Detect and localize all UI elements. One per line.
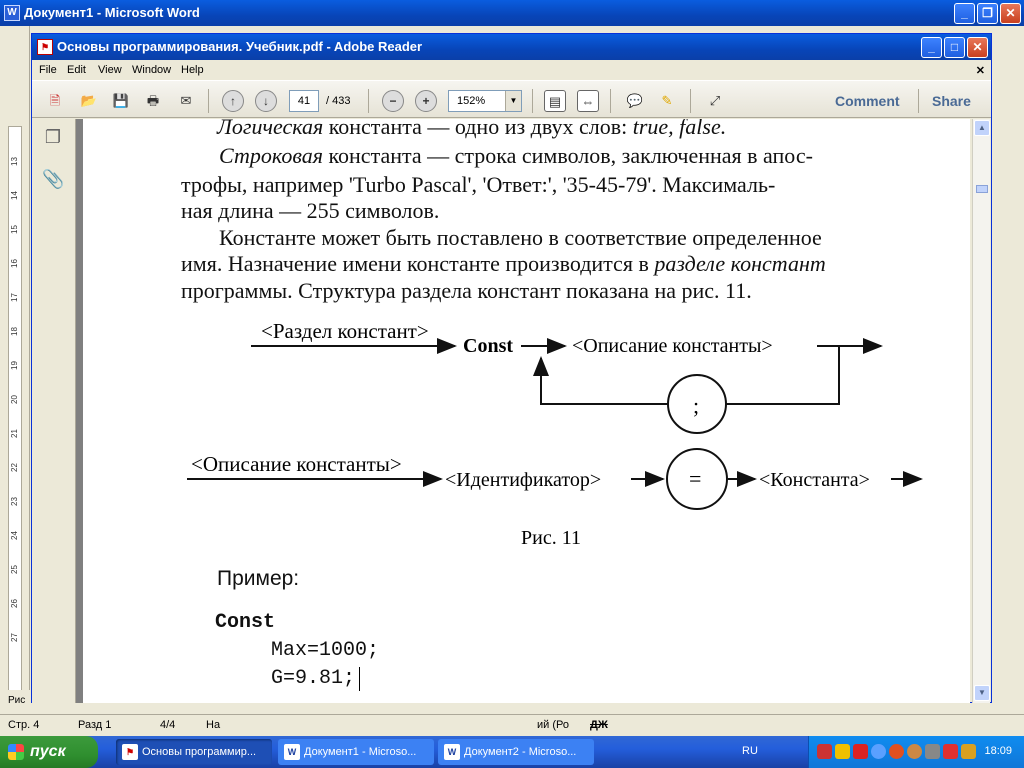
scroll-down-arrow-icon[interactable]: ▼ (974, 685, 990, 701)
start-label: пуск (30, 743, 66, 760)
language-indicator[interactable]: RU (742, 745, 758, 757)
text-line: ная длина — 255 символов. (181, 198, 440, 223)
task-label: Основы программир... (142, 746, 257, 758)
document-close-icon[interactable]: ✕ (975, 65, 985, 77)
task-label: Документ1 - Microso... (304, 746, 417, 758)
zoom-in-icon[interactable]: + (415, 90, 437, 112)
status-page: Стр. 4 (8, 719, 40, 731)
next-page-icon[interactable]: ↓ (255, 90, 277, 112)
zoom-select[interactable] (448, 90, 522, 112)
attachments-paperclip-icon[interactable]: 📎 (42, 169, 65, 189)
diagram-separator: ; (693, 393, 700, 418)
tray-app-icon[interactable] (817, 744, 832, 759)
word-right-panel (994, 26, 1024, 714)
menu-view[interactable]: View (98, 64, 122, 76)
syntax-diagram (83, 314, 970, 584)
figure-caption: Рис. 11 (521, 527, 581, 549)
print-icon[interactable]: 🖶 (146, 93, 160, 108)
tray-app-icon[interactable] (943, 744, 958, 759)
toolbar-separator (368, 89, 369, 113)
ruler-number: 18 (9, 327, 19, 336)
diagram-identifier-label: <Идентификатор> (445, 469, 602, 491)
menu-edit[interactable]: Edit (67, 64, 86, 76)
word-icon: W (284, 744, 300, 760)
word-app-icon[interactable]: W (4, 5, 20, 21)
status-language: ий (Ро (537, 719, 569, 731)
reader-titlebar[interactable] (32, 34, 991, 60)
word-window-title: Документ1 - Microsoft Word (24, 5, 200, 20)
tray-app-icon[interactable] (961, 744, 976, 759)
status-pages: 4/4 (160, 719, 176, 731)
text-line: Константе может быть поставлено в соответствие определенное (219, 225, 822, 250)
word-icon: W (444, 744, 460, 760)
ruler-number: 25 (9, 565, 19, 574)
toolbar-separator (532, 89, 533, 113)
toolbar-separator (208, 89, 209, 113)
page-number-input[interactable]: 41 (289, 90, 319, 112)
page-total: / 433 (326, 95, 351, 107)
ruler-number: 14 (9, 191, 19, 200)
open-icon[interactable]: 📂 (80, 93, 98, 108)
zoom-out-icon[interactable]: − (382, 90, 404, 112)
reader-menubar (32, 60, 991, 80)
previous-page-icon[interactable]: ↑ (222, 90, 244, 112)
ruler-number: 27 (9, 633, 19, 642)
ruler-number: 22 (9, 463, 19, 472)
word-restore-button[interactable]: ❐ (977, 3, 998, 24)
pages-panel-icon[interactable]: ❐ (44, 127, 62, 147)
adobe-reader-window (31, 33, 992, 703)
ruler-number: 19 (9, 361, 19, 370)
toolbar-separator (610, 89, 611, 113)
expand-icon[interactable]: ⤢ (709, 93, 721, 108)
zoom-value: 152% (457, 95, 486, 107)
word-titlebar[interactable] (0, 0, 1024, 26)
power-icon[interactable] (871, 744, 886, 759)
taskbar-item-word2[interactable] (438, 739, 594, 765)
word-minimize-button[interactable]: _ (954, 3, 975, 24)
fit-width-icon[interactable]: ⇔ (577, 90, 599, 112)
text-cursor (359, 667, 360, 691)
document-margin (76, 119, 83, 703)
text-line-string: Строковая константа — строка символов, заключенная в апос- (219, 143, 813, 168)
reader-close-button[interactable]: ✕ (967, 37, 988, 58)
text-line-section: имя. Назначение имени константе производится в разделе констант (181, 251, 826, 276)
reader-toolbar (32, 80, 991, 118)
menu-window[interactable]: Window (132, 64, 172, 76)
text-line-logical: Логическая константа — одно из двух слов: true, false. (217, 119, 727, 139)
pdf-icon: ⚑ (122, 744, 138, 760)
status-section: Разд 1 (78, 719, 112, 731)
highlight-icon[interactable]: ✎ (661, 93, 673, 108)
navigation-pane (32, 119, 76, 703)
code-line: Const (215, 611, 276, 634)
ruler-number: 21 (9, 429, 19, 438)
taskbar (0, 736, 1024, 768)
email-icon[interactable]: ✉ (180, 93, 192, 108)
ruler-number: 26 (9, 599, 19, 608)
code-line: Max=1000; (271, 639, 380, 662)
ati-icon[interactable] (853, 744, 868, 759)
diagram-constant-label: <Константа> (759, 469, 870, 491)
tray-app-icon[interactable] (889, 744, 904, 759)
start-button[interactable] (0, 736, 98, 768)
drawing-label: Рис (8, 695, 26, 706)
comment-button[interactable]: Comment (835, 93, 900, 109)
ruler-number: 13 (9, 157, 19, 166)
reader-maximize-button[interactable]: □ (944, 37, 965, 58)
ruler-number: 23 (9, 497, 19, 506)
taskbar-item-reader[interactable] (116, 739, 272, 765)
ruler-number: 24 (9, 531, 19, 540)
example-heading: Пример: (217, 567, 300, 590)
diagram-section-label: <Раздел констант> (261, 319, 429, 343)
taskbar-item-word1[interactable] (278, 739, 434, 765)
toolbar-separator (918, 89, 919, 113)
create-pdf-icon[interactable]: 🗎 (49, 93, 61, 108)
hardware-icon[interactable] (925, 744, 940, 759)
text-line: трофы, например 'Turbo Pascal', 'Ответ:', '35-45-79'. Максималь- (181, 172, 776, 197)
save-icon[interactable]: 💾 (112, 93, 130, 108)
word-close-button[interactable]: ✕ (1000, 3, 1021, 24)
pdf-page (83, 119, 970, 703)
word-drawing-strip[interactable] (0, 690, 32, 714)
word-statusbar (0, 714, 1024, 736)
ruler-number: 15 (9, 225, 19, 234)
word-left-panel (0, 26, 30, 714)
fit-page-icon[interactable]: ▤ (544, 90, 566, 112)
scroll-thumb[interactable] (976, 185, 988, 193)
diagram-equals: = (689, 466, 702, 491)
diagram-desc-label-2: <Описание константы> (191, 452, 402, 476)
text-line: программы. Структура раздела констант показана на рис. 11. (181, 278, 752, 303)
pdf-app-icon[interactable]: ⚑ (37, 39, 53, 55)
status-spell-icon[interactable]: ДЖ (590, 719, 608, 731)
ruler-number: 16 (9, 259, 19, 268)
shield-icon[interactable] (835, 744, 850, 759)
menu-help[interactable]: Help (181, 64, 204, 76)
ruler-number: 17 (9, 293, 19, 302)
windows-logo-icon (8, 744, 24, 760)
chevron-down-icon[interactable]: ▼ (505, 91, 521, 111)
vertical-scrollbar[interactable] (972, 119, 990, 703)
reader-minimize-button[interactable]: _ (921, 37, 942, 58)
code-line: G=9.81; (271, 667, 356, 690)
toolbar-separator (690, 89, 691, 113)
comment-bubble-icon[interactable]: 💬 (626, 93, 644, 108)
clock[interactable]: 18:09 (984, 745, 1012, 757)
task-label: Документ2 - Microso... (464, 746, 577, 758)
menu-file[interactable]: File (39, 64, 57, 76)
diagram-description-label: <Описание константы> (572, 335, 773, 357)
scroll-up-arrow-icon[interactable]: ▲ (974, 120, 990, 136)
share-button[interactable]: Share (932, 93, 971, 109)
tray-app-icon[interactable] (907, 744, 922, 759)
word-vertical-ruler (8, 126, 22, 706)
status-at: На (206, 719, 221, 731)
diagram-const-keyword: Const (463, 335, 514, 357)
system-tray (808, 736, 1024, 768)
reader-window-title: Основы программирования. Учебник.pdf - Adobe Reader (57, 39, 423, 54)
ruler-number: 20 (9, 395, 19, 404)
